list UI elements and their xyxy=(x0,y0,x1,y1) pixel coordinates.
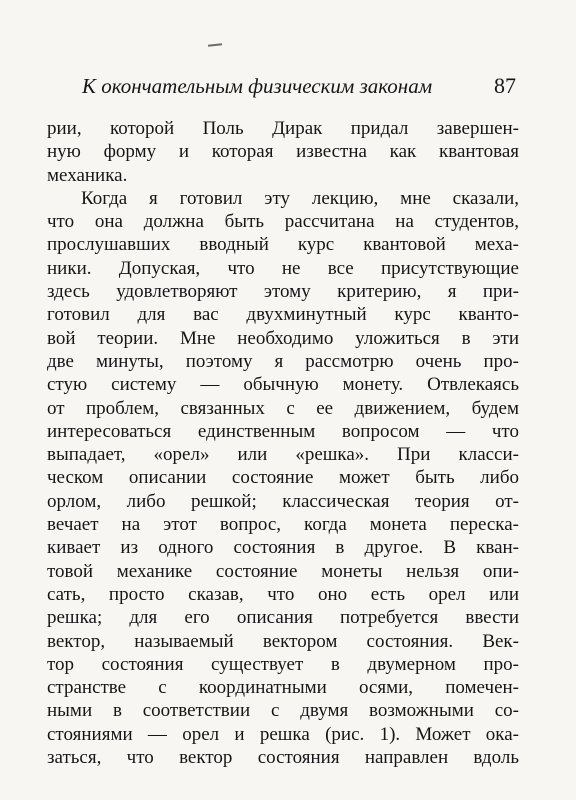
scan-mark xyxy=(208,43,222,46)
text-line: вой теории. Мне необходимо уложиться в эти xyxy=(47,327,519,349)
text-line: вечает на этот вопрос, когда монета переска- xyxy=(47,514,519,536)
text-line: ники. Допуская, что не все присутствующие xyxy=(47,257,519,279)
text-line: готовил для вас двухминутный курс кванто- xyxy=(47,304,519,326)
text-line: стую систему — обычную монету. Отвлекаясь xyxy=(47,374,519,396)
text-line: сать, просто сказав, что оно есть орел или xyxy=(47,583,519,605)
text-line: тор состояния существует в двумерном про- xyxy=(47,653,519,675)
text-line: выпадает, «орел» или «решка». При класси- xyxy=(47,444,519,466)
text-line: стояниями — орел и решка (рис. 1). Может ока- xyxy=(47,723,519,745)
text-line: рии, которой Поль Дирак придал завершен- xyxy=(47,118,519,139)
text-line: две минуты, поэтому я рассмотрю очень про- xyxy=(47,350,519,372)
text-line: заться, что вектор состояния направлен вдоль xyxy=(47,747,519,769)
text-line: Когда я готовил эту лекцию, мне сказали, xyxy=(81,187,519,209)
text-line: товой механике состояние монеты нельзя опи- xyxy=(47,560,519,582)
text-line: кивает из одного состояния в другое. В кван- xyxy=(47,537,519,559)
text-line: от проблем, связанных с ее движением, будем xyxy=(47,397,519,419)
text-line: решка; для его описания потребуется ввести xyxy=(47,607,519,629)
text-line: что она должна быть рассчитана на студентов, xyxy=(47,211,519,233)
text-line: ными в соответствии с двумя возможными со- xyxy=(47,700,519,722)
running-head xyxy=(82,72,516,100)
page-number: 87 xyxy=(494,73,516,98)
text-line: странстве с координатными осями, помечен- xyxy=(47,677,519,699)
text-line: вектор, называемый вектором состояния. Век- xyxy=(47,630,519,652)
text-line: ческом описании состояние может быть либо xyxy=(47,467,519,489)
text-line: механика. xyxy=(47,164,128,186)
text-line: прослушавших вводный курс квантовой меха- xyxy=(47,234,519,256)
text-line: орлом, либо решкой; классическая теория от- xyxy=(47,490,519,512)
text-line: ную форму и которая известна как квантовая xyxy=(47,141,519,163)
body-text xyxy=(47,117,519,769)
running-title: К окончательным физическим законам xyxy=(82,74,433,98)
text-line: интересоваться единственным вопросом — что xyxy=(47,420,519,442)
text-line: здесь удовлетворяют этому критерию, я при- xyxy=(47,281,519,303)
